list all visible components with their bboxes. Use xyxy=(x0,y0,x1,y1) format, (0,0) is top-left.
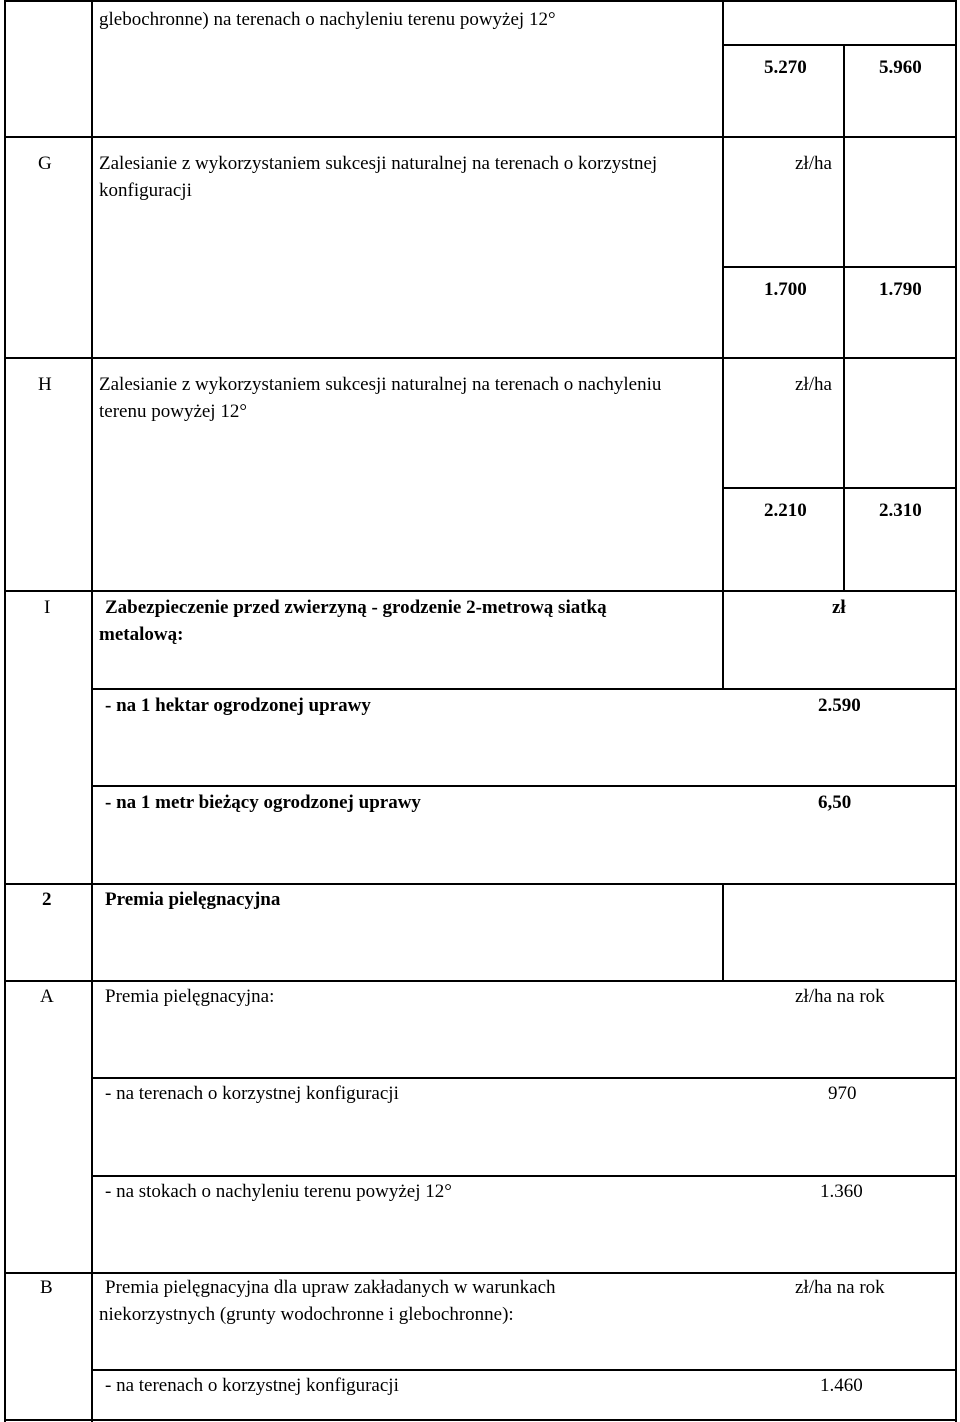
row-divider xyxy=(4,980,957,982)
row-i-code: I xyxy=(44,597,51,618)
table-border-left xyxy=(4,0,6,1422)
row-i-description-line2: metalową: xyxy=(99,624,184,645)
row-g-unit: zł/ha xyxy=(795,153,832,174)
column-divider-value xyxy=(843,44,845,590)
row-divider xyxy=(722,44,957,46)
row-i-description-line1: Zabezpieczenie przed zwierzyną - grodzenie 2-metrową siatką xyxy=(105,597,607,618)
row-divider xyxy=(91,688,957,690)
row-h-value-2: 2.310 xyxy=(879,500,922,521)
degree-sign: ° xyxy=(547,9,556,30)
column-divider-unit-lower xyxy=(722,883,724,981)
row-divider xyxy=(4,0,957,2)
row-g-value-1: 1.700 xyxy=(764,279,807,300)
row-a-description: Premia pielęgnacyjna: xyxy=(105,986,275,1007)
row-divider xyxy=(91,1175,957,1177)
row-divider xyxy=(91,1369,957,1371)
row-divider xyxy=(4,136,957,138)
row-h-value-1: 2.210 xyxy=(764,500,807,521)
row-a-sub1-description: - na terenach o korzystnej konfiguracji xyxy=(105,1083,399,1104)
table-border-right xyxy=(955,0,957,1422)
row-f-description: glebochronne) na terenach o nachyleniu terenu powyżej 12° xyxy=(99,9,556,30)
row-b-code: B xyxy=(40,1277,53,1298)
row-divider xyxy=(4,1419,957,1421)
row-divider xyxy=(722,266,957,268)
row-h-unit: zł/ha xyxy=(795,374,832,395)
row-divider xyxy=(4,883,957,885)
degree-sign: ° xyxy=(444,1181,452,1202)
column-divider-code xyxy=(91,0,93,1422)
row-a-sub2-description: - na stokach o nachyleniu terenu powyżej 12° xyxy=(105,1181,452,1202)
row-g-value-2: 1.790 xyxy=(879,279,922,300)
row-g-description: Zalesianie z wykorzystaniem sukcesji naturalnej na terenach o korzystnej konfiguracji xyxy=(99,153,658,201)
degree-sign: ° xyxy=(239,401,247,422)
row-a-unit: zł/ha na rok xyxy=(795,986,885,1007)
row-i-unit: zł xyxy=(832,597,846,618)
row-b-unit: zł/ha na rok xyxy=(795,1277,885,1298)
section-2-title: Premia pielęgnacyjna xyxy=(105,889,281,910)
row-b-description-line2: niekorzystnych (grunty wodochronne i glebochronne): xyxy=(99,1304,514,1325)
row-b-sub1-value: 1.460 xyxy=(820,1375,863,1396)
row-f-value-2: 5.960 xyxy=(879,57,922,78)
section-2-code: 2 xyxy=(42,889,52,910)
row-divider xyxy=(91,1077,957,1079)
row-h-code: H xyxy=(38,374,52,395)
row-h-description-line1: Zalesianie z wykorzystaniem sukcesji naturalnej na terenach o nachyleniu xyxy=(99,374,662,395)
row-h-description-line2: terenu powyżej 12° xyxy=(99,401,247,422)
row-b-sub1-description: - na terenach o korzystnej konfiguracji xyxy=(105,1375,399,1396)
row-f-value-1: 5.270 xyxy=(764,57,807,78)
row-b-description-line1: Premia pielęgnacyjna dla upraw zakładanych w warunkach xyxy=(105,1277,556,1298)
row-i-sub2-value: 6,50 xyxy=(818,792,852,813)
row-divider xyxy=(91,785,957,787)
row-a-code: A xyxy=(40,986,54,1007)
row-divider xyxy=(4,590,957,592)
row-a-sub2-value: 1.360 xyxy=(820,1181,863,1202)
row-i-sub2-description: - na 1 metr bieżący ogrodzonej uprawy xyxy=(105,792,421,813)
row-i-sub1-value: 2.590 xyxy=(818,695,861,716)
row-divider xyxy=(4,357,957,359)
row-i-sub1-description: - na 1 hektar ogrodzonej uprawy xyxy=(105,695,371,716)
row-g-code: G xyxy=(38,153,52,174)
row-divider xyxy=(722,487,957,489)
column-divider-unit-upper xyxy=(722,0,724,690)
row-a-sub1-value: 970 xyxy=(828,1083,857,1104)
